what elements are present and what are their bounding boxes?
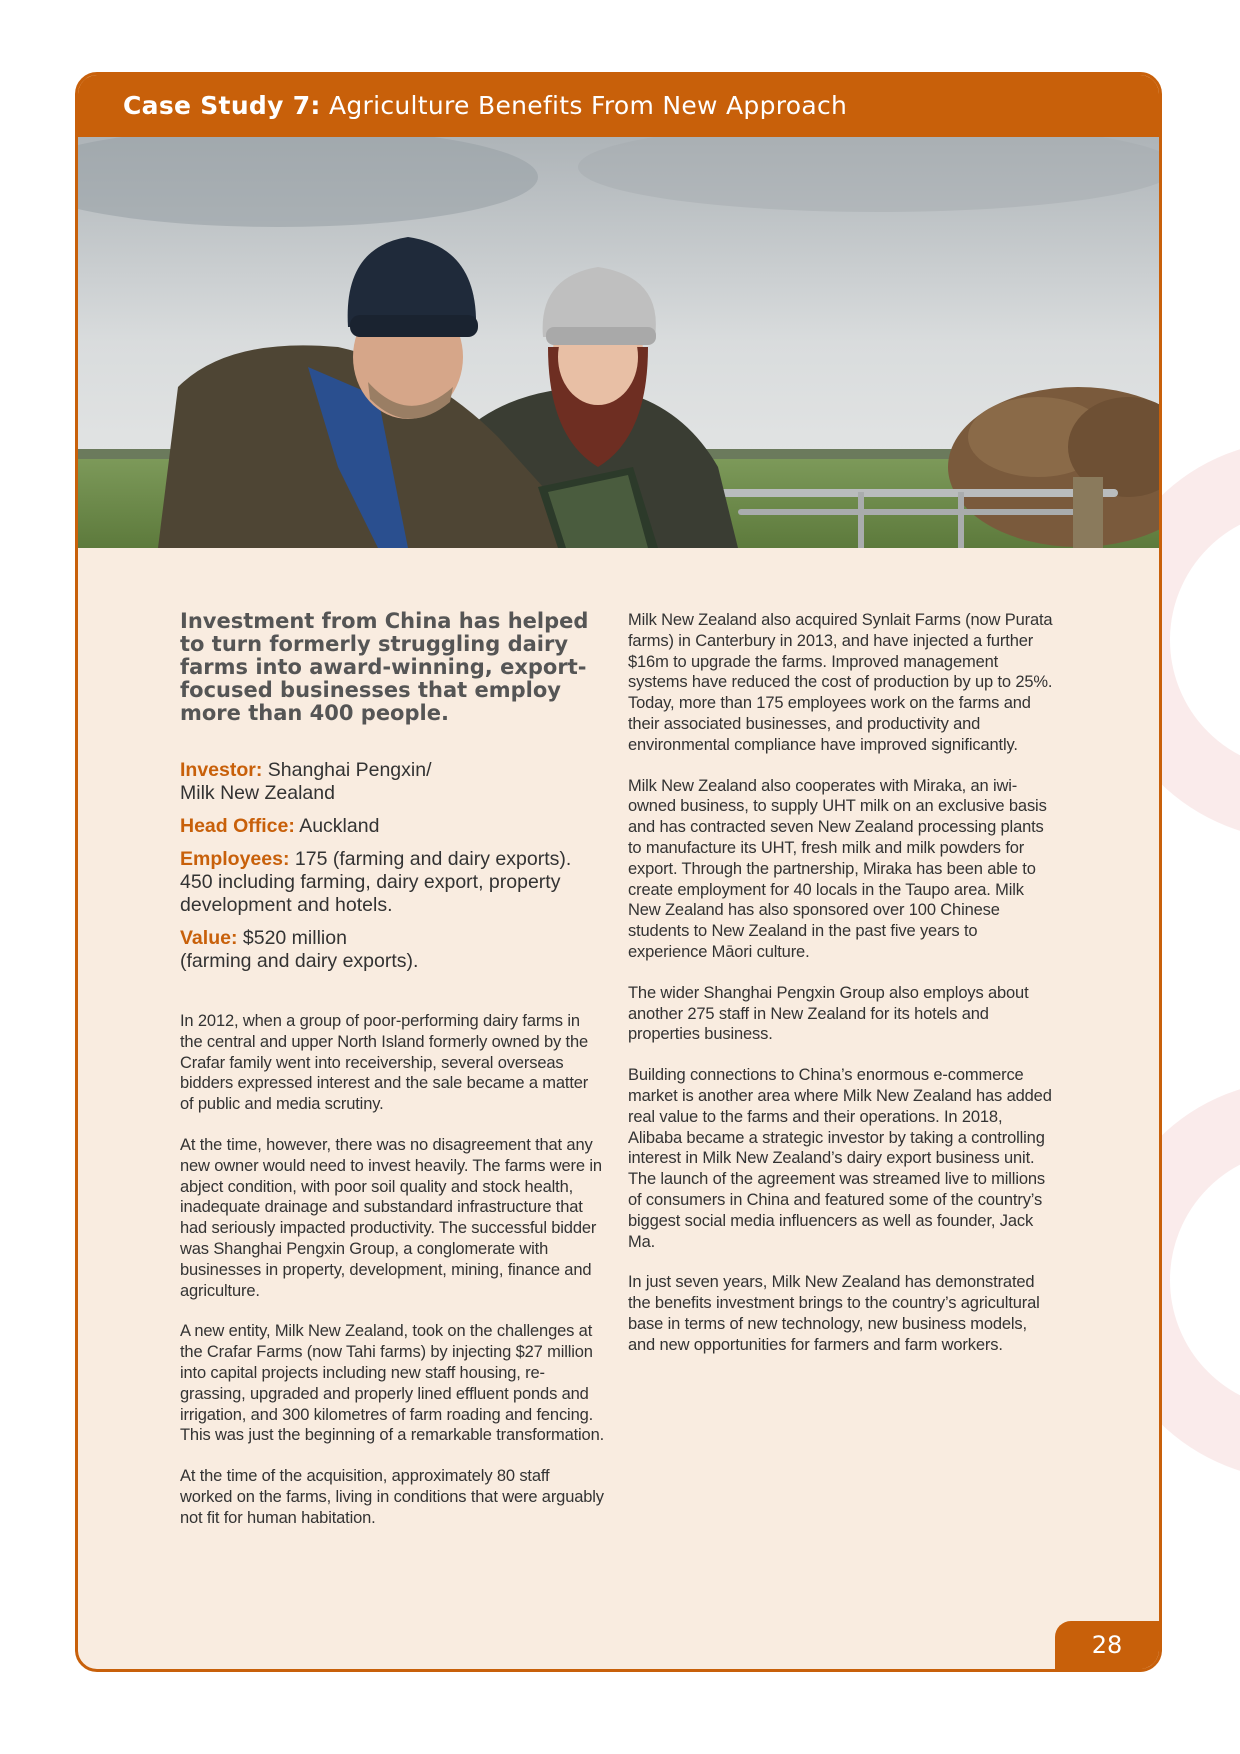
fact-value — [180, 927, 605, 973]
lead-summary: Investment from China has helped to turn formerly struggling dairy farms into award-winning, export-focused businesses that employ more than 400 people. — [180, 609, 589, 725]
body-paragraph: Building connections to China’s enormous e-commerce market is another area where Milk New Zealand has added real value to the farms and their operations. In 2018, Alibaba became a strategic investor by taking a controlling interest in Milk New Zealand’s dairy export business unit. The launch of the agreement was streamed live to millions of consumers in China and featured some of the country’s biggest social media influencers as well as founder, Jack Ma. — [628, 1066, 1052, 1251]
case-study-card — [75, 72, 1162, 1672]
fact-head-office-value: Auckland — [299, 815, 380, 837]
fact-list — [180, 759, 605, 973]
body-paragraph: The wider Shanghai Pengxin Group also employs about another 275 staff in New Zealand for its hotels and properties business. — [628, 983, 1029, 1044]
fact-value-label: Value: — [180, 927, 238, 949]
case-study-label: Case Study 7: — [123, 91, 321, 120]
body-paragraph: In 2012, when a group of poor-performing dairy farms in the central and upper North Island formerly owned by the Crafar family went into receivership, several overseas bidders expressed interest and the sale became a matter of public and media scrutiny. — [180, 1012, 589, 1114]
left-column — [180, 610, 605, 1549]
fact-employees-label: Employees: — [180, 848, 290, 870]
body-paragraph: At the time of the acquisition, approximately 80 staff worked on the farms, living in conditions that were arguably not fit for human habitation. — [180, 1467, 604, 1527]
fact-head-office — [180, 815, 605, 838]
farmers-photo-illustration — [78, 137, 1159, 548]
right-column — [628, 610, 1058, 1376]
body-paragraph: Milk New Zealand also acquired Synlait Farms (now Purata farms) in Canterbury in 2013, and have injected a further $16m to upgrade the farms. Improved management systems have reduced the cost of production by up to 25%. Today, more than 175 employees work on the farms and their associated businesses, and productivity and environmental compliance have improved significantly. — [628, 611, 1053, 754]
fact-investor-value: Shanghai Pengxin/ — [267, 759, 432, 781]
fact-employees-value: 175 (farming and dairy exports). 450 including farming, dairy export, property development and hotels. — [180, 848, 572, 916]
body-paragraph: In just seven years, Milk New Zealand has demonstrated the benefits investment brings to the country’s agricultural base in terms of new technology, new business models, and new opportunities for farmers and farm workers. — [628, 1273, 1040, 1354]
fact-investor — [180, 759, 605, 805]
case-study-header — [78, 75, 1159, 137]
fact-employees — [180, 848, 605, 917]
fact-value-value-2: (farming and dairy exports). — [180, 950, 419, 972]
fact-investor-value-2: Milk New Zealand — [180, 782, 335, 804]
farmers-photo — [78, 137, 1159, 548]
fact-head-office-label: Head Office: — [180, 815, 295, 837]
body-paragraph: At the time, however, there was no disagreement that any new owner would need to invest heavily. The farms were in abject condition, with poor soil quality and stock health, inadequate drainage and substandard infrastructure that had seriously impacted productivity. The successful bidder was Shanghai Pengxin Group, a conglomerate with businesses in property, development, mining, finance and agriculture. — [180, 1135, 602, 1300]
body-paragraph: A new entity, Milk New Zealand, took on the challenges at the Crafar Farms (now Tahi farms) by injecting $27 million into capital projects including new staff housing, re-grassing, upgraded and properly lined effluent ponds and irrigation, and 300 kilometres of farm roading and fencing. This was just the beginning of a remarkable transformation. — [180, 1322, 605, 1445]
fact-value-value: $520 million — [242, 927, 347, 949]
body-paragraph: Milk New Zealand also cooperates with Miraka, an iwi-owned business, to supply UHT milk on an exclusive basis and has contracted seven New Zealand processing plants to manufacture its UHT, fresh milk and milk powders for export. Through the partnership, Miraka has been able to create employment for 40 locals in the Taupo area. Milk New Zealand has also sponsored over 100 Chinese students to New Zealand in the past five years to experience Māori culture. — [628, 776, 1047, 961]
page-number: 28 — [1055, 1621, 1159, 1669]
fact-investor-label: Investor: — [180, 759, 263, 781]
case-study-title: Agriculture Benefits From New Approach — [328, 91, 848, 120]
